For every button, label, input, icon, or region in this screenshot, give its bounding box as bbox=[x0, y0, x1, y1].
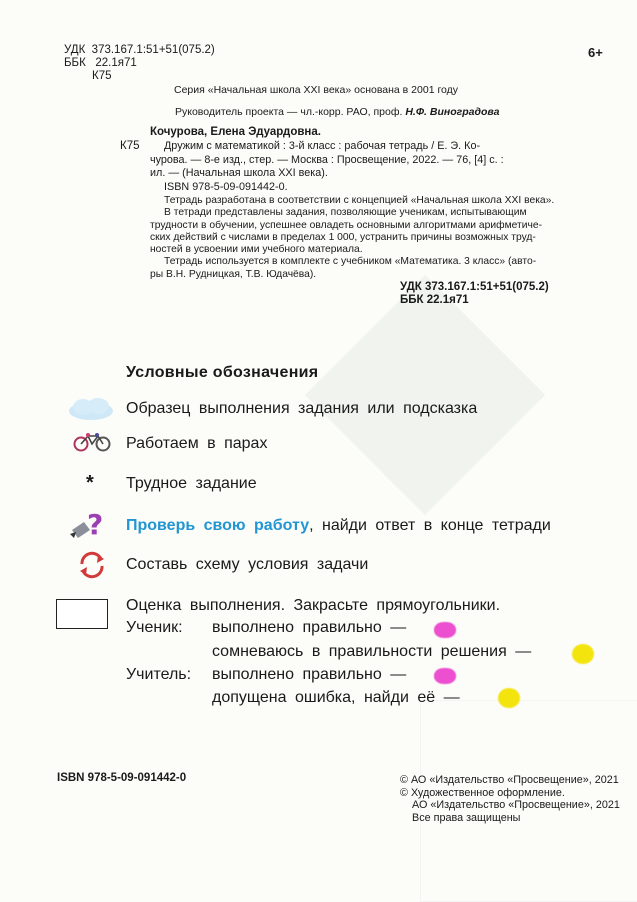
annotation bbox=[150, 195, 595, 281]
annotation-line: ностей в усвоении ими учебного материала. bbox=[150, 244, 363, 256]
student-doubt-text: сомневаюсь в правильности решения — bbox=[212, 643, 532, 660]
pink-marker-swatch bbox=[434, 622, 456, 638]
legend-title: Условные обозначения bbox=[126, 364, 319, 381]
project-name: Н.Ф. Виноградова bbox=[405, 106, 500, 118]
bicycle-icon bbox=[72, 432, 112, 457]
biblio-line: Дружим с математикой : 3-й класс : рабочая тетрадь / Е. Э. Ко- bbox=[164, 139, 481, 152]
teacher-label: Учитель: bbox=[126, 666, 192, 683]
copyright-line: АО «Издательство «Просвещение», 2021 bbox=[412, 799, 620, 811]
legend-item-pairs: Работаем в парах bbox=[126, 435, 268, 452]
assessment-title: Оценка выполнения. Закрасьте прямоугольники. bbox=[126, 597, 501, 614]
annotation-line: Тетрадь используется в комплекте с учебником «Математика. 3 класс» (авто- bbox=[164, 256, 537, 268]
cloud-icon bbox=[66, 396, 116, 427]
copyright-line: © Художественное оформление. bbox=[400, 786, 565, 799]
pink-marker-swatch bbox=[434, 668, 456, 684]
bbk-header bbox=[64, 57, 137, 70]
cycle-arrows-icon bbox=[76, 550, 108, 585]
check-work-rest: , найди ответ в конце тетради bbox=[309, 517, 551, 534]
age-rating: 6+ bbox=[588, 45, 603, 60]
student-label: Ученик: bbox=[126, 619, 183, 636]
legend-item-check bbox=[126, 517, 551, 535]
yellow-marker-swatch bbox=[572, 644, 594, 664]
legend-item-hard: Трудное задание bbox=[126, 475, 257, 492]
udk-header bbox=[64, 44, 215, 57]
annotation-line: ры В.Н. Рудницкая, Т.В. Юдачёва). bbox=[150, 268, 317, 280]
copyright-line: © АО «Издательство «Просвещение», 2021 bbox=[400, 774, 619, 786]
asterisk-icon: * bbox=[86, 472, 94, 494]
bbk-label: ББК bbox=[64, 57, 86, 69]
biblio-record bbox=[150, 126, 590, 195]
biblio-line: ил. — (Начальная школа XXI века). bbox=[150, 167, 328, 180]
udk-value: 373.167.1:51+51(075.2) bbox=[91, 44, 215, 56]
header-code: К75 bbox=[92, 70, 112, 82]
biblio-code: К75 bbox=[120, 140, 140, 152]
annotation-line: трудности в обучении, успешнее овладеть основными алгоритмами арифметиче- bbox=[150, 219, 543, 231]
annotation-line: ских действий с числами в пределах 1 000, устранить причины возможных труд- bbox=[150, 231, 536, 243]
annotation-line: В тетради представлены задания, позволяющие ученикам, испытывающим bbox=[164, 207, 527, 219]
assessment-rectangle bbox=[56, 599, 108, 629]
teacher-error-text: допущена ошибка, найди её — bbox=[212, 689, 460, 706]
copyright-block bbox=[400, 774, 620, 824]
svg-text:?: ? bbox=[87, 508, 104, 541]
student-correct-text: выполнено правильно — bbox=[212, 619, 407, 636]
background-shape bbox=[305, 275, 545, 515]
biblio-udk: УДК 373.167.1:51+51(075.2) bbox=[400, 281, 549, 293]
yellow-marker-swatch bbox=[498, 688, 520, 708]
annotation-line: Тетрадь разработана в соответствии с концепцией «Начальная школа XXI века». bbox=[164, 195, 555, 206]
check-work-label: Проверь свою работу bbox=[126, 517, 310, 534]
bbk-value: 22.1я71 bbox=[95, 57, 137, 69]
legend-item-hint: Образец выполнения задания или подсказка bbox=[126, 400, 478, 417]
copyright-line: Все права защищены bbox=[412, 811, 521, 824]
footer-isbn: ISBN 978-5-09-091442-0 bbox=[57, 772, 187, 784]
udk-label: УДК bbox=[64, 44, 86, 56]
biblio-bbk: ББК 22.1я71 bbox=[400, 294, 469, 306]
series-line: Серия «Начальная школа XXI века» основана в 2001 году bbox=[174, 84, 459, 96]
legend-item-scheme: Составь схему условия задачи bbox=[126, 556, 369, 573]
project-line bbox=[175, 106, 499, 118]
teacher-correct-text: выполнено правильно — bbox=[212, 666, 407, 683]
biblio-line: чурова. — 8-е изд., стер. — Москва : Просвещение, 2022. — 76, [4] с. : bbox=[150, 153, 504, 166]
question-pencil-icon bbox=[70, 508, 112, 547]
biblio-isbn: ISBN 978-5-09-091442-0. bbox=[164, 181, 288, 194]
project-prefix: Руководитель проекта — чл.-корр. РАО, проф. bbox=[175, 106, 403, 118]
biblio-author: Кочурова, Елена Эдуардовна. bbox=[150, 126, 321, 138]
